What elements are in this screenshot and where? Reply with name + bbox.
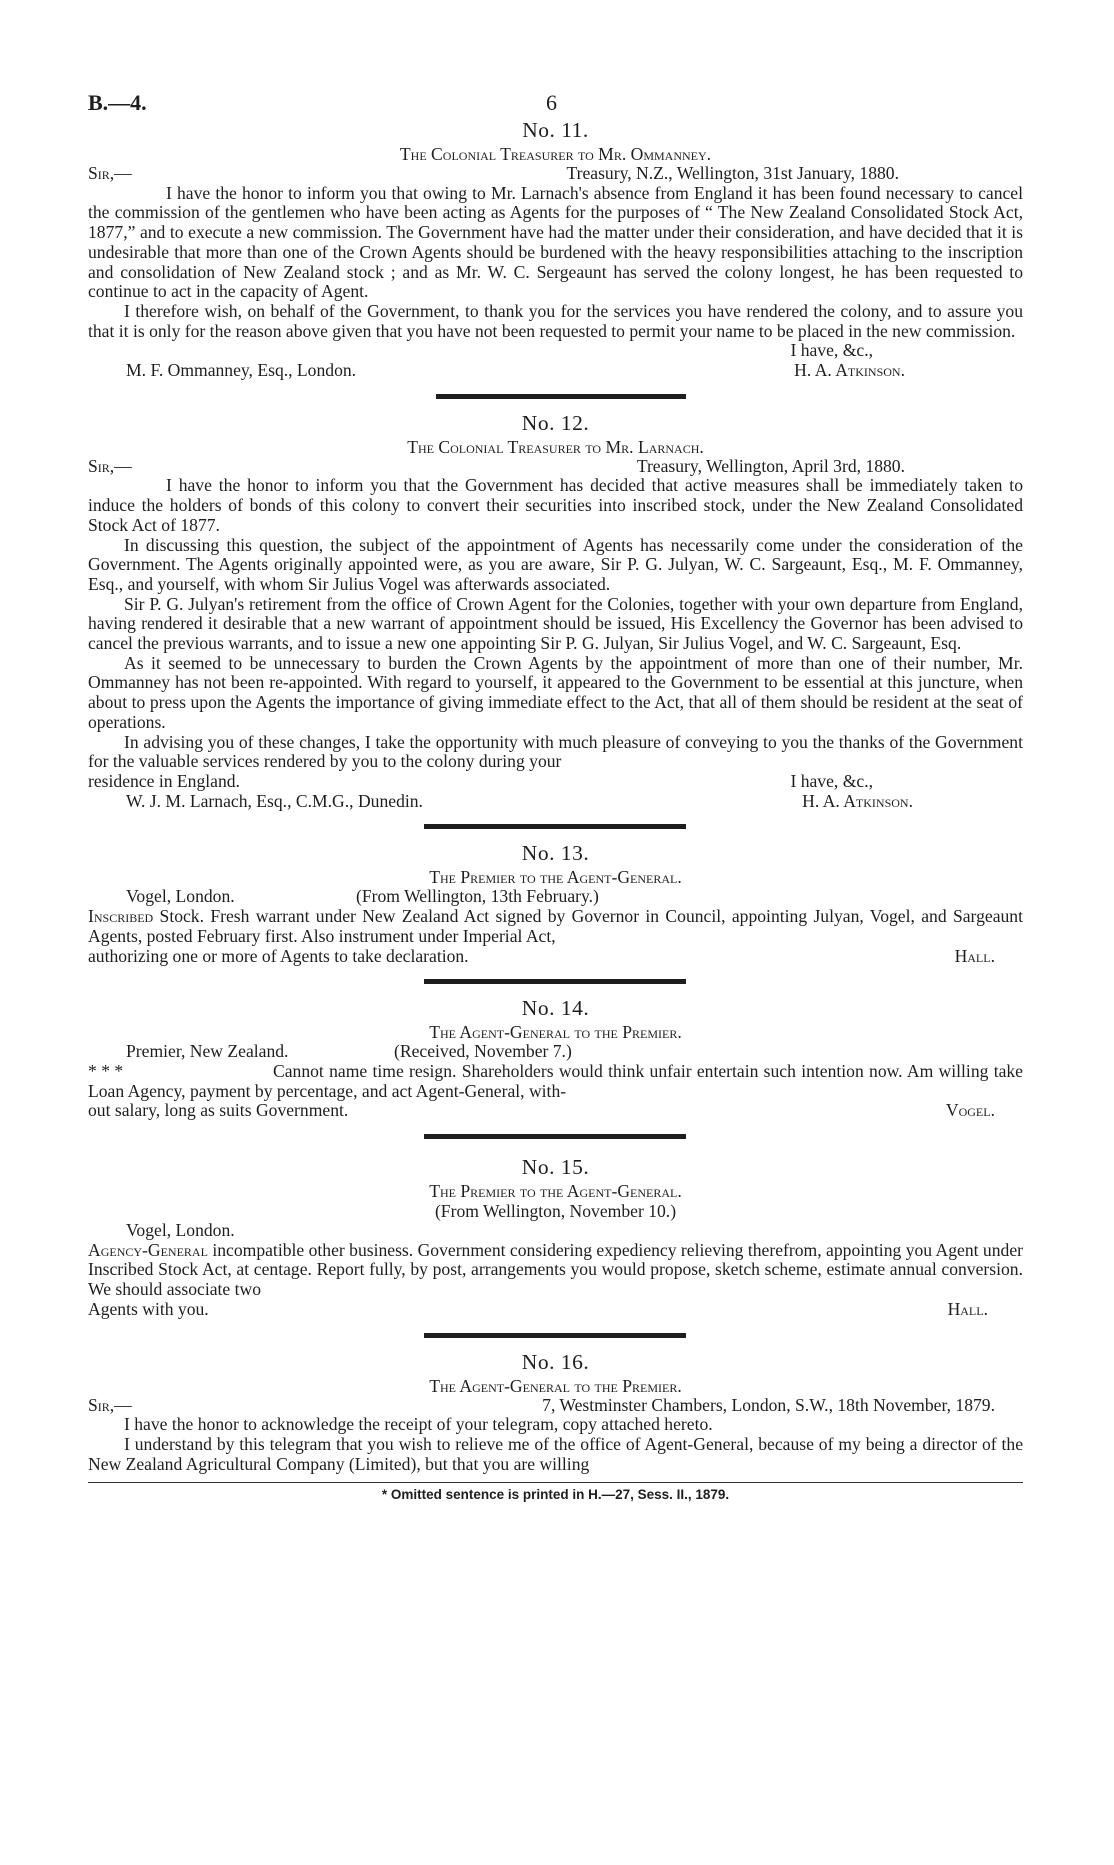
paragraph: I understand by this telegram that you wish to relieve me of the office of Agent-General, because of my being a director of the New Zealand Agricultural Company (Limited), but that you are willing: [88, 1433, 1023, 1474]
letter-number: No. 11.: [522, 118, 589, 142]
paragraph-end: residence in England.: [88, 770, 240, 791]
salutation-row: [88, 1396, 1023, 1416]
paragraph: As it seemed to be unnecessary to burden the Crown Agents by the appointment of more than one of their number, Mr. Ommanney has not been re-appointed. With regard to yourself, it appeared to the Government to be essential at this juncture, when about to press upon the Agents the importance of giving immediate effect to the Act, that all of them should be resident at the seat of operations.: [88, 652, 1023, 732]
letter-title: The Colonial Treasurer to Mr. Ommanney.: [399, 144, 712, 164]
body-text: incompatible other business. Government considering expediency relieving therefrom, appointing you Agent under Inscribed Stock Act, at centage. Report fully, by post, arrangements you would propose, sketch scheme, estimate annual conversion. We should associate two: [88, 1239, 1023, 1300]
letter-number: No. 14.: [521, 996, 590, 1021]
addressee: W. J. M. Larnach, Esq., C.M.G., Dunedin.: [126, 790, 423, 811]
closing: I have, &c.,: [790, 770, 873, 791]
letter-11: [88, 116, 1023, 381]
signature: Vogel.: [945, 1100, 995, 1121]
letter-12: [88, 409, 1023, 812]
signature-row: [88, 361, 1023, 381]
body-text: Cannot name time resign. Shareholders would think unfair entertain such intention now. Am willing take Loan Agency, payment by percentage, and act Agent-General, with-: [88, 1060, 1023, 1101]
salutation-row: [88, 457, 1023, 477]
addressee: Vogel, London.: [126, 1220, 235, 1241]
letter-title: The Premier to the Agent-General.: [429, 1181, 682, 1202]
letter-title: The Agent-General to the Premier.: [429, 1375, 682, 1396]
place-date: Treasury, N.Z., Wellington, 31st January, 1880.: [566, 163, 899, 183]
signature-row: [88, 1101, 1023, 1121]
signature-row: [88, 792, 1023, 812]
section-divider: [436, 394, 686, 399]
letter-title: The Agent-General to the Premier.: [429, 1022, 682, 1043]
salutation-row: [88, 164, 1023, 184]
letter-14: [88, 994, 1023, 1121]
paragraph: In advising you of these changes, I take the opportunity with much pleasure of conveying to you the thanks of the Government for the valuable services rendered by you to the colony during your: [88, 731, 1023, 772]
letter-number: No. 15.: [521, 1155, 590, 1180]
origin: (From Wellington, November 10.): [434, 1201, 677, 1222]
lead-word: Agency-General: [88, 1239, 208, 1260]
page-number: 6: [546, 90, 557, 115]
salutation: Sir,—: [88, 455, 132, 476]
telegram-body: [88, 907, 1023, 946]
letter-number: No. 13.: [521, 841, 590, 866]
paragraph: I have the honor to inform you that owing to Mr. Larnach's absence from England it has been found necessary to cancel the commission of the gentlemen who have been acting as Agents for the purposes of “ The New Zealand Consolidated Stock Act, 1877,” and to execute a new commission. The Government have had the matter under their consideration, and have decided that it is undesirable that more than one of the Crown Agents should be burdened with the heavy responsibilities attaching to the inscription and consolidation of New Zealand stock ; and as Mr. W. C. Sergeaunt has served the colony longest, he has been requested to continue to act in the capacity of Agent.: [88, 182, 1023, 302]
page-header: [88, 78, 1023, 115]
place-date: 7, Westminster Chambers, London, S.W., 18th November, 1879.: [542, 1394, 995, 1415]
section-divider: [424, 979, 686, 984]
signature: Hall.: [947, 1298, 988, 1319]
section-divider: [424, 1134, 686, 1139]
origin: (Received, November 7.): [394, 1041, 572, 1062]
omission-stars: * * *: [88, 1060, 124, 1081]
body-end: out salary, long as suits Government.: [88, 1100, 349, 1121]
telegram-body: [88, 1062, 1023, 1101]
signature: H. A. Atkinson.: [802, 790, 913, 811]
address-row: [88, 887, 1023, 907]
telegram-body: [88, 1241, 1023, 1300]
addressee: Vogel, London.: [126, 886, 235, 907]
paper-reference: B.—4.: [88, 90, 147, 115]
letter-title: The Colonial Treasurer to Mr. Larnach.: [407, 436, 704, 457]
salutation: Sir,—: [88, 1394, 132, 1415]
addressee: Premier, New Zealand.: [126, 1041, 289, 1062]
salutation: Sir,—: [88, 163, 132, 183]
paragraph: I therefore wish, on behalf of the Government, to thank you for the services you have rendered the colony, and to assure you that it is only for the reason above given that you have not been requested to permit your name to be placed in the new commission.: [88, 300, 1023, 341]
lead-word: Inscribed: [88, 906, 154, 927]
page: [88, 78, 1023, 1502]
letter-16: [88, 1348, 1023, 1475]
paragraph: I have the honor to inform you that the Government has decided that active measures shall be immediately taken to induce the holders of bonds of this colony to convert their securities into inscribed stock, under the New Zealand Consolidated Stock Act of 1877.: [88, 475, 1023, 535]
origin: (From Wellington, 13th February.): [356, 886, 599, 907]
addressee: M. F. Ommanney, Esq., London.: [126, 360, 357, 381]
section-divider: [424, 824, 686, 829]
paragraph: In discussing this question, the subject of the appointment of Agents has necessarily come under the consideration of the Government. The Agents originally appointed were, as you are aware, Sir P. G. Julyan, W. C. Sargeaunt, Esq., M. F. Ommanney, Esq., and yourself, with whom Sir Julius Vogel was afterwards associated.: [88, 534, 1023, 594]
footnote-divider: [88, 1482, 1023, 1483]
letter-13: [88, 839, 1023, 966]
letter-number: No. 12.: [521, 410, 590, 435]
letter-15: [88, 1153, 1023, 1320]
letter-number: No. 16.: [521, 1349, 590, 1374]
body-end: Agents with you.: [88, 1298, 209, 1319]
signature: Hall.: [954, 945, 995, 966]
letter-title: The Premier to the Agent-General.: [429, 867, 682, 888]
section-divider: [424, 1333, 686, 1338]
place-date: Treasury, Wellington, April 3rd, 1880.: [636, 455, 905, 476]
closing-row: [88, 772, 1023, 792]
signature: H. A. Atkinson.: [794, 360, 905, 381]
body-end: authorizing one or more of Agents to take declaration.: [88, 945, 469, 966]
footnote: * Omitted sentence is printed in H.—27, Sess. II., 1879.: [381, 1487, 730, 1503]
paragraph: Sir P. G. Julyan's retirement from the office of Crown Agent for the Colonies, together with your own departure from England, having rendered it desirable that a new warrant of appointment should be issued, His Excellency the Governor has been advised to cancel the previous warrants, and to issue a new one appointing Sir P. G. Julyan, Sir Julius Vogel, and W. C. Sargeaunt, Esq.: [88, 593, 1023, 654]
signature-row: [88, 947, 1023, 967]
paragraph: I have the honor to acknowledge the receipt of your telegram, copy attached hereto.: [124, 1414, 713, 1435]
closing: I have, &c.,: [790, 340, 873, 361]
address-row: [88, 1042, 1023, 1062]
signature-row: [88, 1300, 1023, 1320]
body-text: Stock. Fresh warrant under New Zealand Act signed by Governor in Council, appointing Julyan, Vogel, and Sargeaunt Agents, posted February first. Also instrument under Imperial Act,: [88, 906, 1023, 946]
